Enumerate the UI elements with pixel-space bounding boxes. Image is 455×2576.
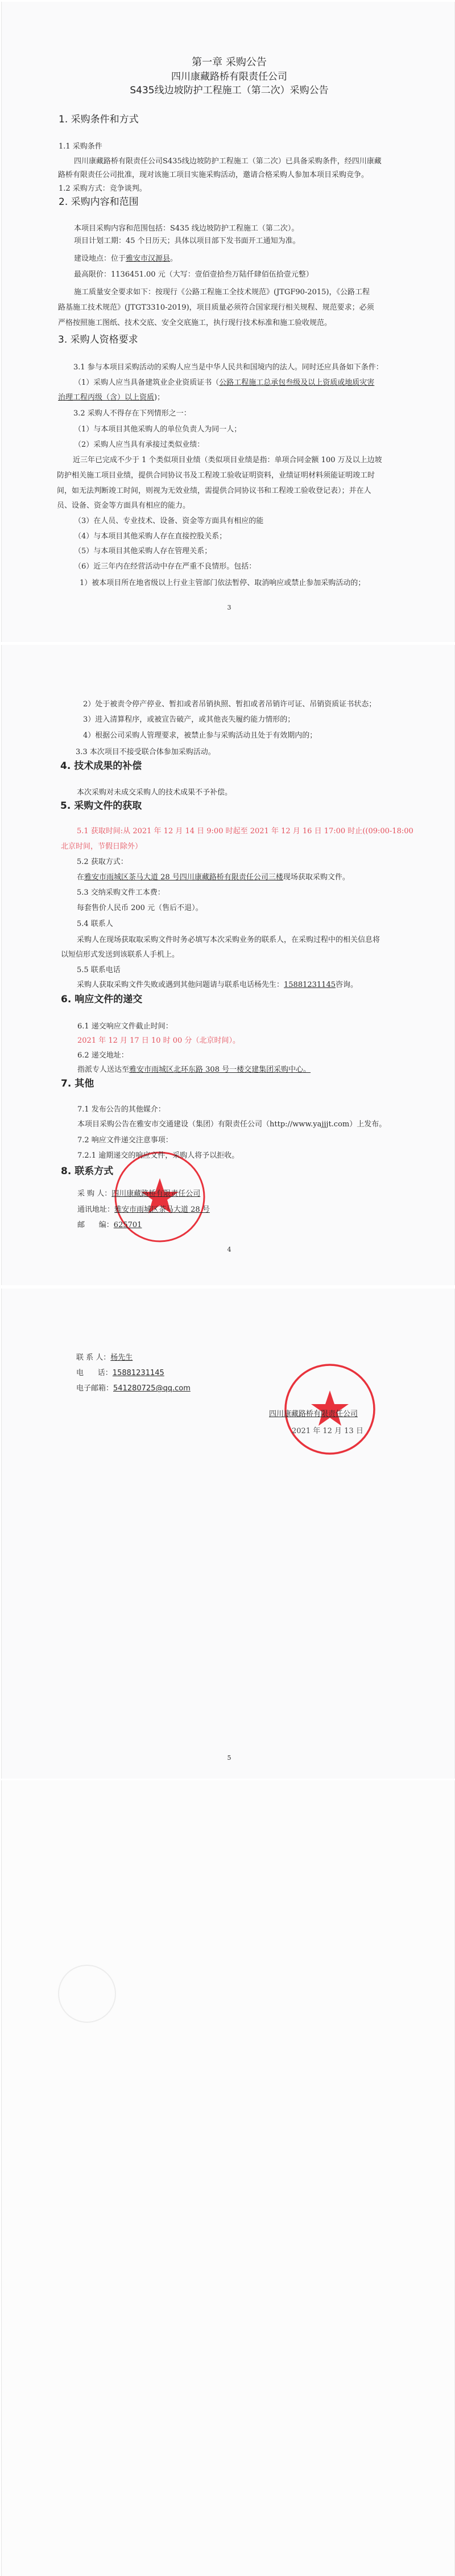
page-1	[1, 2, 455, 642]
section-6-heading: 6. 响应文件的递交	[61, 994, 143, 1005]
s4-text: 本次采购对未成交采购人的技术成果不予补偿。	[77, 788, 233, 797]
s3-1-1-pre: （1）采购人应当具备建筑业企业资质证书（	[74, 378, 220, 387]
s6-2-text	[77, 1065, 311, 1075]
section-3-heading: 3. 采购人资格要求	[58, 334, 138, 345]
s5-3-label: 5.3 交纳采购文件工本费：	[77, 888, 165, 897]
s3-2-item: 1）被本项目所在地省级以上行业主管部门依法暂停、取消响应或禁止参加采购活动的；	[80, 579, 366, 587]
section-8-heading: 8. 联系方式	[61, 1166, 114, 1177]
signature-date: 2021 年 12 月 13 日	[292, 1427, 363, 1435]
buyer-label: 采 购 人：	[77, 1190, 112, 1198]
s6-2-pre: 指派专人送达至	[77, 1065, 130, 1074]
s5-2-pre: 在	[77, 873, 85, 882]
quality: 路基施工技术规范》(JTGT3310-2019)，项目质量必须符合国家现行相关规程、规范要求；必须	[58, 303, 374, 312]
s5-5-label: 5.5 联系电话	[77, 966, 121, 974]
period: 项目计划工期：45 个日历天；具体以项目部下发书面开工通知为准。	[74, 237, 300, 245]
s3-2-item: （3）在人员、专业技术、设备、资金等方面具有相应的能	[74, 517, 264, 525]
buyer-row	[77, 1190, 200, 1199]
s3-1-1-end: )；	[154, 393, 165, 402]
section-5-heading: 5. 采购文件的获取	[60, 800, 142, 812]
location-end: 。	[170, 254, 178, 263]
s6-2-label: 6.2 递交地址：	[77, 1051, 129, 1060]
s1-1-label: 1.1 采购条件	[59, 142, 102, 151]
location	[74, 254, 177, 264]
company-seal	[282, 1361, 378, 1458]
s7-1-text: 本项目采购公告在雅安市交通建设（集团）有限责任公司（http://www.yajjjt.com）上发布。	[77, 1120, 387, 1129]
scope: 本项目采购内容和范围包括：S435 线边坡防护工程施工（第二次）。	[74, 224, 299, 233]
s1-2: 1.2 采购方式：竞争谈判。	[59, 184, 147, 193]
section-1-heading: 1. 采购条件和方式	[59, 114, 139, 125]
buyer-value: 四川康藏路桥有限责任公司	[111, 1190, 201, 1198]
contact-label: 联 系 人：	[76, 1353, 111, 1362]
chapter-title: 第一章 采购公告	[192, 56, 267, 68]
s5-4-label: 5.4 联系人	[77, 920, 113, 928]
location-value: 雅安市汉源县	[126, 254, 171, 263]
page-number: 4	[227, 1246, 231, 1253]
s3-2-item: 3）进入清算程序，或被宣告破产，或其他丧失履约能力情形的；	[83, 715, 295, 724]
acquisition-address: 雅安市雨城区茶马大道 28 号四川康藏路桥有限责任公司三楼	[84, 873, 283, 882]
signature-company: 四川康藏路桥有限责任公司	[269, 1410, 358, 1418]
address-row	[77, 1205, 210, 1215]
s5-4-text: 采购人在现场获取取采购文件时务必填写本次采购业务的联系人，在采购过程中的相关信息将	[77, 936, 380, 944]
s3-2-item: 2）处于被责令停产停业、暂扣或者吊销执照、暂扣或者吊销许可证、吊销资质证书状态；	[83, 700, 377, 709]
phone-row	[76, 1369, 164, 1378]
page-3	[1, 1289, 455, 1779]
performance: 近三年已完成不少于 1 个类似项目业绩（类似项目业绩是指：单项合同金额 100 万及以上边坡	[73, 456, 382, 464]
acquisition-time: 5.1 获取时间:从 2021 年 12 月 14 日 9:00 时起至 2021 年 12 月 16 日 17:00 时止((09:00-18:00	[77, 827, 413, 836]
postcode-row	[77, 1221, 142, 1230]
contact-value: 杨先生	[110, 1353, 133, 1362]
s5-5-pre: 采购人获取采购文件失败或遇到其他问题请与联系电话杨先生：	[77, 981, 284, 989]
performance: 员、设备、资金等方面具有相应的能力。	[57, 501, 191, 510]
s7-2-1: 7.2.1 逾期递交的响应文件，采购人将予以拒收。	[77, 1151, 239, 1160]
s6-1-label: 6.1 递交响应文件截止时间：	[77, 1022, 173, 1031]
page-number: 3	[227, 604, 231, 611]
s3-2: 3.2 采购人不得存在下列情形之一：	[73, 409, 191, 418]
s3-3: 3.3 本次项目不接受联合体参加采购活动。	[76, 748, 216, 756]
max-price: 最高限价：1136451.00 元（大写：壹佰壹拾叁万陆仟肆佰伍拾壹元整）	[74, 270, 313, 279]
phone-label: 电 话：	[76, 1369, 113, 1377]
s5-2-end: 现场获取采购文件。	[283, 873, 350, 882]
s5-4-text: 以短信形式发送到该联系人手机上。	[61, 950, 180, 959]
address-label: 通讯地址：	[77, 1205, 115, 1214]
s1-1-text: 四川康藏路桥有限责任公司S435线边坡防护工程施工（第二次）已具备采购条件，经四川康藏	[74, 157, 382, 166]
postcode-label: 邮 编：	[77, 1221, 114, 1229]
email-value: 541280725@qq.com	[113, 1384, 191, 1393]
s3-1-1-cont	[58, 393, 164, 402]
s5-5-text	[77, 981, 358, 990]
page-4	[1, 1780, 455, 2576]
s1-1-text: 路桥有限责任公司批准，现对该施工项目实施采购活动，邀请合格采购人参加本项目采购竞争。	[58, 171, 369, 179]
s3-1-1	[74, 378, 374, 388]
section-4-heading: 4. 技术成果的补偿	[60, 760, 142, 772]
s5-2-text	[77, 873, 350, 882]
acquisition-time: 北京时间，节假日除外）	[61, 842, 143, 851]
s3-2-item: （5）与本项目其他采购人存在管理关系；	[74, 547, 212, 555]
performance: 防护相关施工项目业绩，提供合同协议书及工程竣工验收证明资料，业绩证明材料须能证明竣工时	[57, 471, 375, 480]
faint-seal-imprint	[56, 1962, 118, 2025]
s3-2-item: （2）采购人应当具有承接过类似业绩：	[74, 441, 205, 449]
postcode-value: 625701	[113, 1221, 142, 1229]
s3-2-item: 4）根据公司采购人管理要求，被禁止参与采购活动且处于有效期内的；	[83, 731, 317, 740]
page-2	[1, 645, 455, 1285]
quality: 施工质量安全要求如下：按现行《公路工程施工全技术规范》(JTGF90-2015)，《公路工程	[74, 288, 370, 297]
performance: 间，如无法判断竣工时间，则视为无效业绩，需提供合同协议书和工程竣工验收登记表）；并在人	[57, 487, 371, 495]
phone-number: 15881231145	[284, 981, 336, 989]
deadline: 2021 年 12 月 17 日 10 时 00 分（北京时间）。	[77, 1036, 240, 1045]
company-title: 四川康藏路桥有限责任公司	[171, 71, 287, 83]
section-7-heading: 7. 其他	[61, 1078, 94, 1089]
s5-2-label: 5.2 获取方式：	[77, 858, 128, 866]
s3-2-item: （4）与本项目其他采购人存在直接控股关系；	[74, 532, 227, 541]
location-label: 建设地点：位于	[74, 254, 126, 263]
qualification: 治理工程丙级（含）以上资质	[58, 393, 155, 402]
s5-5-end: 咨询。	[336, 981, 358, 989]
qualification: 公路工程施工总承包叁级及以上资质或地质灾害	[219, 378, 375, 387]
page-number: 5	[227, 1754, 231, 1762]
phone-value: 15881231145	[112, 1369, 164, 1377]
s3-2-item: （1）与本项目其他采购人的单位负责人为同一人；	[74, 425, 242, 434]
s5-3-text: 每套售价人民币 200 元（售后不退）。	[77, 904, 203, 912]
notice-title: S435线边坡防护工程施工（第二次）采购公告	[130, 85, 329, 96]
email-row	[76, 1384, 191, 1393]
submission-address: 雅安市雨城区北环东路 308 号一楼交建集团采购中心。	[129, 1065, 311, 1074]
address-value: 雅安市雨城区茶马大道 28 号	[114, 1205, 210, 1214]
email-label: 电子邮箱：	[76, 1384, 114, 1393]
s7-1-label: 7.1 发布公告的其他媒介：	[77, 1105, 166, 1114]
quality: 严格按照施工图纸、技术交底、安全交底施工，执行现行技术标准和施工验收规范。	[58, 319, 332, 327]
contact-row	[76, 1353, 184, 1363]
s7-2-label: 7.2 响应文件递交注意事项：	[77, 1136, 173, 1145]
s3-1: 3.1 参与本项目采购活动的采购人应当是中华人民共和国境内的法人。同时还应具备如下条件：	[73, 363, 383, 372]
s3-2-item: （6）近三年内在经营活动中存在严重不良情形。包括：	[74, 562, 257, 571]
section-2-heading: 2. 采购内容和范围	[59, 196, 139, 208]
